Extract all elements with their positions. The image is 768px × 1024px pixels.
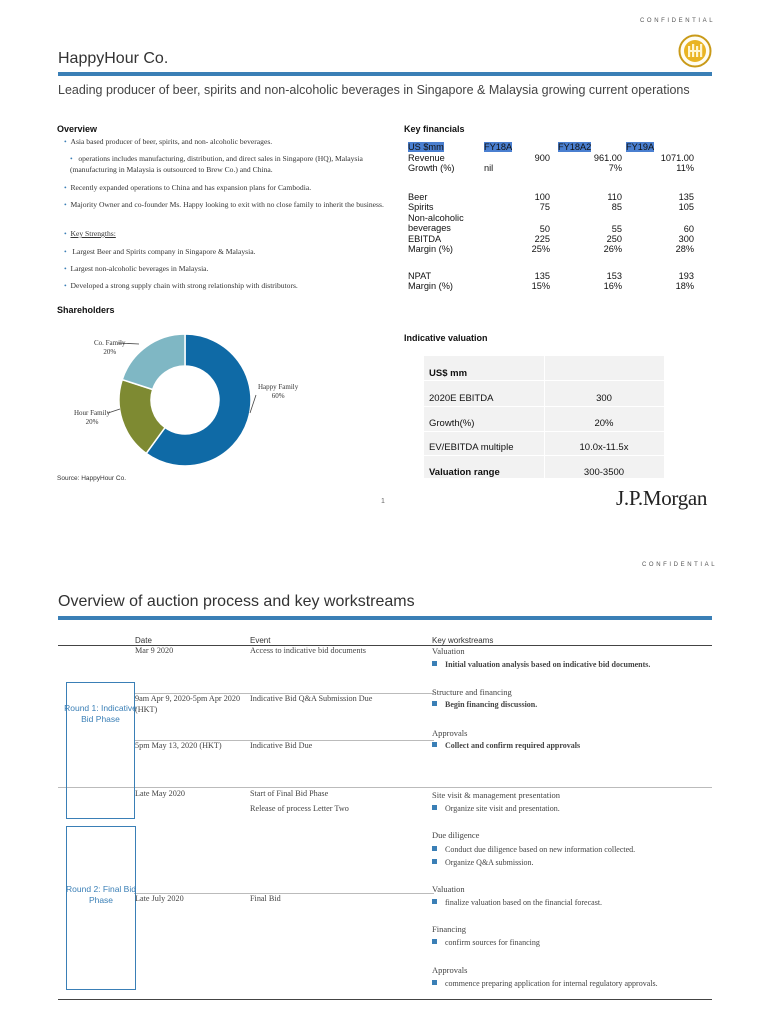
col-header-workstreams: Key workstreams	[432, 636, 494, 645]
page-title: Overview of auction process and key workstreams	[58, 593, 415, 610]
bullet-square-icon	[432, 859, 437, 864]
table-header-row	[406, 142, 696, 153]
overview-bullet: • operations includes manufacturing, distribution, and direct sales in Singapore (HQ), Malaysia (manufacturing in Malaysia is outsourced to Brew Co.) and China.	[70, 154, 363, 174]
workstream-item: commence preparing application for internal regulatory approvals.	[432, 979, 662, 989]
workstream-heading: Due diligence	[432, 830, 480, 840]
workstream-item: Conduct due diligence based on new information collected.	[432, 845, 712, 855]
valuation-label: Valuation range	[429, 467, 500, 478]
col-header-date: Date	[135, 636, 152, 645]
workstream-item: finalize valuation based on the financial forecast.	[432, 898, 712, 908]
col-header: FY19A	[626, 142, 655, 153]
subtitle: Leading producer of beer, spirits and non-alcoholic beverages in Singapore & Malaysia growing current operations	[58, 83, 690, 97]
overview-bullet: • Majority Owner and co-founder Ms. Happy looking to exit with no close family to inherit the business.	[64, 200, 384, 209]
row-date: Mar 9 2020	[135, 646, 174, 655]
workstream-heading: Approvals	[432, 728, 468, 738]
valuation-value: 300	[596, 393, 612, 404]
workstream-item: confirm sources for financing	[432, 938, 712, 948]
workstream-heading: Structure and financing	[432, 687, 512, 697]
table-row	[406, 255, 696, 271]
row-event: Release of process Letter Two	[250, 804, 349, 813]
workstream-heading: Approvals	[432, 965, 468, 975]
valuation-value: 20%	[594, 418, 614, 429]
title-rule	[58, 72, 712, 76]
row-date: Late May 2020	[135, 789, 186, 798]
bullet-square-icon	[432, 980, 437, 985]
row-event: Start of Final Bid Phase	[250, 789, 329, 798]
overview-bullet: • Largest Beer and Spirits company in Singapore & Malaysia.	[64, 247, 256, 256]
row-event: Access to indicative bid documents	[250, 646, 366, 655]
title-rule	[58, 616, 712, 620]
bullet-square-icon	[432, 661, 437, 666]
table-row	[406, 174, 696, 192]
donut-slice-co-family	[122, 334, 185, 389]
workstream-heading: Financing	[432, 924, 466, 934]
key-financials-table	[406, 142, 696, 292]
hour-family-label: Hour Family 20%	[74, 409, 110, 426]
row-divider	[58, 787, 712, 788]
overview-heading: Overview	[57, 124, 98, 134]
row-date: 9am Apr 9, 2020-5pm Apr 2020 (HKT)	[135, 694, 241, 714]
valuation-value: 300-3500	[583, 467, 625, 478]
col-header: US $mm	[408, 142, 444, 153]
valuation-label: 2020E EBITDA	[429, 393, 494, 404]
happy-family-label: Happy Family 60%	[258, 383, 299, 400]
table-row: Margin (%) 25% 26% 28%	[408, 244, 694, 255]
round-2-label: Round 2: Final Bid Phase	[66, 884, 136, 905]
bullet-square-icon	[432, 742, 437, 747]
col-header-event: Event	[250, 636, 271, 645]
workstream-heading: Site visit & management presentation	[432, 790, 560, 800]
workstream-item: Organize site visit and presentation.	[432, 804, 712, 814]
company-logo	[678, 34, 712, 68]
valuation-label: US$ mm	[429, 368, 468, 379]
valuation-label: EV/EBITDA multiple	[429, 442, 514, 453]
workstream-item: Begin financing discussion.	[432, 700, 712, 710]
workstream-heading: Valuation	[432, 884, 465, 894]
workstream-heading: Valuation	[432, 646, 465, 656]
workstream-item: Collect and confirm required approvals	[432, 741, 712, 751]
row-event: Final Bid	[250, 894, 281, 903]
table-bottom-rule	[58, 999, 712, 1000]
row-date: Late July 2020	[135, 894, 184, 903]
col-header: FY18A	[484, 142, 513, 153]
overview-bullet: • Largest non-alcoholic beverages in Malaysia.	[64, 264, 209, 273]
bullet-square-icon	[432, 899, 437, 904]
valuation-label: Growth(%)	[429, 418, 475, 429]
overview-bullet: • Key Strengths:	[64, 229, 116, 238]
row-date: 5pm May 13, 2020 (HKT)	[135, 741, 222, 750]
valuation-table	[424, 356, 664, 478]
workstream-item: Organize Q&A submission.	[432, 858, 712, 868]
row-event: Indicative Bid Q&A Submission Due	[250, 694, 373, 703]
shareholders-heading: Shareholders	[57, 305, 115, 315]
bullet-square-icon	[432, 846, 437, 851]
table-row: Spirits 75 85 105	[408, 202, 694, 213]
table-row: Revenue 900 961.00 1071.00	[408, 152, 694, 163]
table-row: Growth (%) nil 7% 11%	[408, 163, 694, 174]
table-row: Beer 100 110 135	[408, 191, 694, 202]
indicative-valuation-heading: Indicative valuation	[404, 333, 488, 343]
page-title: HappyHour Co.	[58, 50, 169, 67]
key-financials-heading: Key financials	[404, 124, 465, 134]
bullet-square-icon	[432, 701, 437, 706]
confidential-label: CONFIDENTIAL	[642, 562, 718, 568]
col-header: FY18A2	[558, 142, 592, 153]
round-2-box	[66, 826, 136, 990]
shareholders-chart	[60, 320, 320, 470]
co-family-label: Co. Family 20%	[94, 339, 126, 356]
table-row: NPAT 135 153 193	[408, 270, 694, 281]
page-number: 1	[381, 498, 385, 505]
jpmorgan-logo: J.P.Morgan	[616, 486, 708, 510]
workstream-item: Initial valuation analysis based on indicative bid documents.	[432, 660, 712, 670]
row-event: Indicative Bid Due	[250, 741, 313, 750]
overview-bullet: • Recently expanded operations to China and has expansion plans for Cambodia.	[64, 183, 312, 192]
table-row: Non-alcoholic beverages 50 55 60	[408, 212, 694, 234]
bullet-square-icon	[432, 939, 437, 944]
bullet-square-icon	[432, 805, 437, 810]
table-row: Margin (%) 15% 16% 18%	[408, 281, 694, 292]
source-note: Source: HappyHour Co.	[57, 475, 127, 482]
confidential-label: CONFIDENTIAL	[640, 18, 716, 24]
overview-bullet: • Asia based producer of beer, spirits, and non- alcoholic beverages.	[64, 137, 273, 146]
valuation-value: 10.0x-11.5x	[579, 442, 629, 453]
table-row: EBITDA 225 250 300	[408, 233, 694, 244]
overview-bullet: • Developed a strong supply chain with strong relationship with distributors.	[64, 281, 298, 290]
round-1-label: Round 1: Indicative Bid Phase	[64, 703, 137, 724]
